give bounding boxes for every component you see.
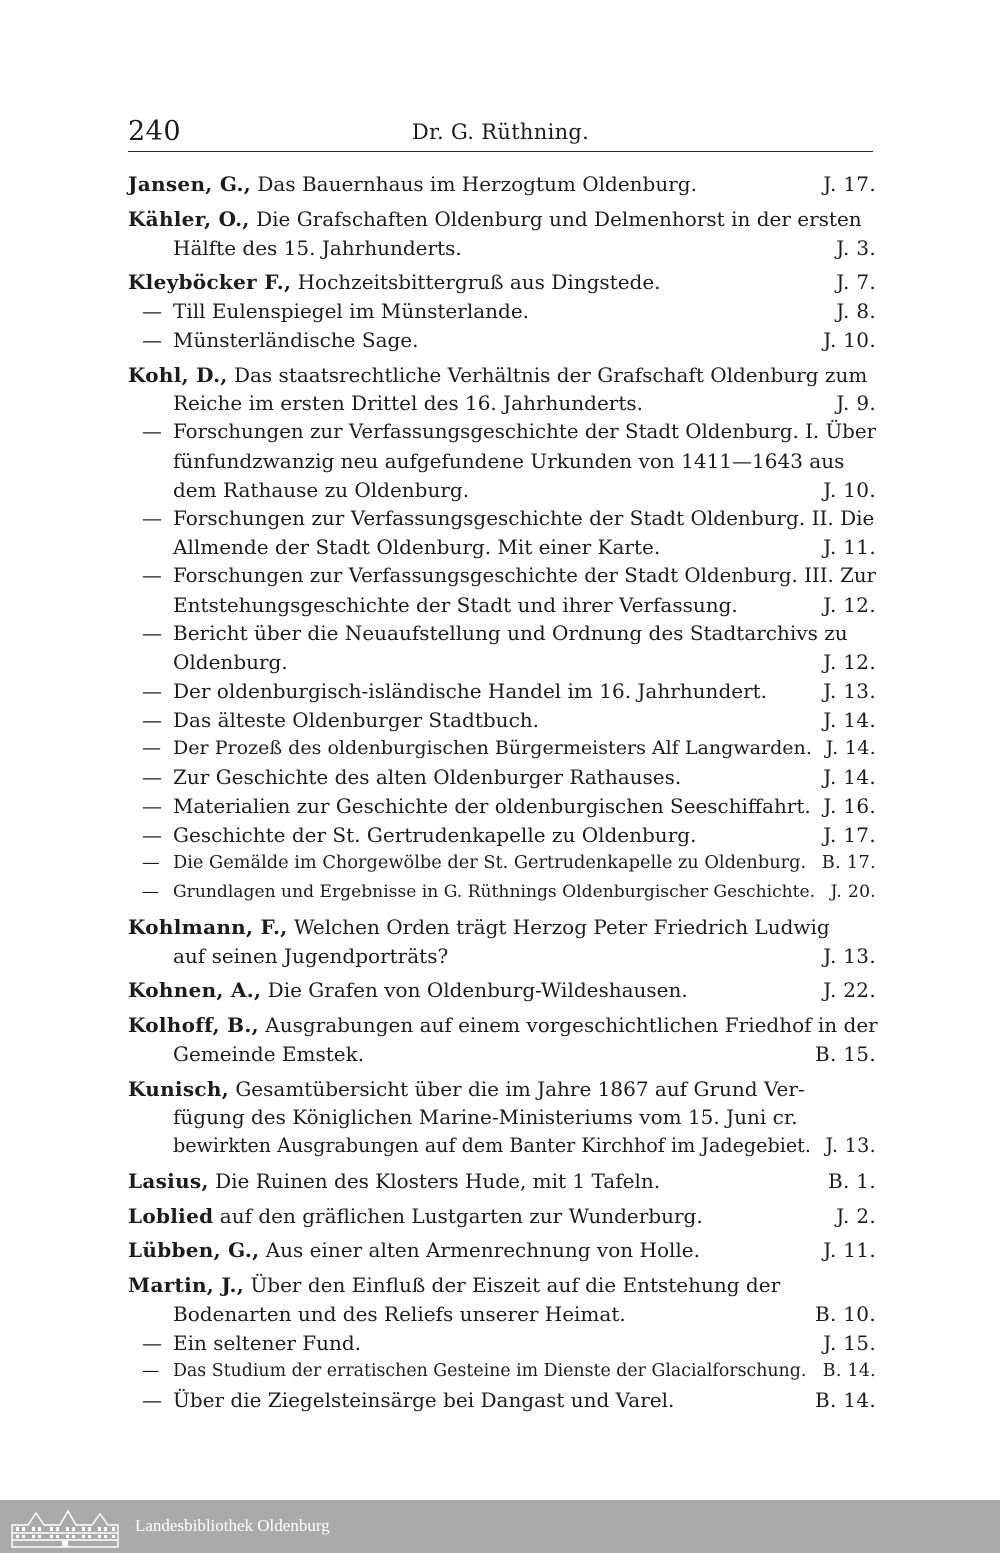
entry-title-text: Forschungen zur Verfassungsgeschichte der Stadt Oldenburg. I. Über xyxy=(173,420,877,443)
volume-reference: J. 13. xyxy=(825,1134,876,1157)
ditto-dash: — xyxy=(142,737,162,760)
entry-line xyxy=(128,913,876,942)
entry-title-text: Aus einer alten Armenrechnung von Holle. xyxy=(265,1238,700,1263)
entry-title-text: Über die Ziegelsteinsärge bei Dangast und Varel. xyxy=(173,1388,675,1412)
bibliography-entry xyxy=(128,1271,876,1329)
bibliography-entry xyxy=(128,361,876,419)
entry-title-text: Zur Geschichte des alten Oldenburger Rathauses. xyxy=(173,765,682,789)
volume-reference: J. 11. xyxy=(823,1238,876,1263)
entry-line xyxy=(128,1271,876,1300)
entry-line xyxy=(128,361,876,390)
entry-title-text: Das staatsrechtliche Verhältnis der Grafschaft Oldenburg zum xyxy=(233,362,868,387)
entry-title-text: Das älteste Oldenburger Stadtbuch. xyxy=(173,707,540,732)
volume-reference: J. 12. xyxy=(823,592,876,617)
entry-line xyxy=(128,1386,876,1415)
entry-line xyxy=(128,562,876,591)
volume-reference: J. 3. xyxy=(836,235,876,260)
entry-title-text: Die Gemälde im Chorgewölbe der St. Gertrudenkapelle zu Oldenburg. xyxy=(173,853,807,874)
entry-line xyxy=(128,447,876,476)
entry-line xyxy=(128,1236,876,1265)
entry-line xyxy=(128,792,876,821)
running-title: Dr. G. Rüthning. xyxy=(411,120,590,144)
entry-title-text: Till Eulenspiegel im Münsterlande. xyxy=(173,299,530,323)
volume-reference: J. 17. xyxy=(823,172,876,196)
entry-line xyxy=(128,591,876,620)
volume-reference: J. 9. xyxy=(836,391,876,416)
ditto-dash: — xyxy=(142,853,160,874)
bibliography-subentry xyxy=(128,677,876,706)
ditto-dash: — xyxy=(142,765,162,789)
entry-title-text: Die Grafen von Oldenburg-Wildeshausen. xyxy=(267,978,688,1003)
entry-title-text: bewirkten Ausgrabungen auf dem Banter Kirchhof im Jadegebiet. xyxy=(173,1134,811,1157)
volume-reference: J. 14. xyxy=(823,765,876,789)
ditto-dash: — xyxy=(142,420,162,443)
entry-line xyxy=(128,418,876,447)
author-name: Lübben, G., xyxy=(128,1238,260,1263)
entry-title-text: Bericht über die Neuaufstellung und Ordnung des Stadtarchivs zu xyxy=(173,621,848,646)
entry-line xyxy=(128,326,876,355)
author-name: Kolhoff, B., xyxy=(128,1013,259,1037)
entry-line xyxy=(128,1357,876,1386)
entry-title-text: Gesamtübersicht über die im Jahre 1867 auf Grund Ver- xyxy=(235,1076,805,1101)
volume-reference: J. 10. xyxy=(823,327,876,352)
bibliography-subentry xyxy=(128,1386,876,1415)
ditto-dash: — xyxy=(142,327,162,352)
bibliography-subentry xyxy=(128,849,876,878)
entry-title-text: Die Grafschaften Oldenburg und Delmenhorst in der ersten xyxy=(256,206,862,231)
entry-line xyxy=(128,533,876,562)
ditto-dash: — xyxy=(142,563,162,587)
entry-title-text: dem Rathause zu Oldenburg. xyxy=(173,477,470,502)
page-header xyxy=(128,114,873,150)
author-name: Jansen, G., xyxy=(128,172,252,196)
library-building-icon xyxy=(8,1505,122,1549)
entry-title-text: auf seinen Jugendporträts? xyxy=(173,943,449,968)
ditto-dash: — xyxy=(142,621,162,646)
entry-line xyxy=(128,389,876,418)
entry-line xyxy=(128,677,876,706)
bibliography-subentry xyxy=(128,297,876,326)
entry-title-text: Forschungen zur Verfassungsgeschichte der Stadt Oldenburg. II. Die xyxy=(173,506,875,531)
entry-title-text: Hälfte des 15. Jahrhunderts. xyxy=(173,235,462,260)
volume-reference: B. 1. xyxy=(828,1168,876,1193)
volume-reference: B. 14. xyxy=(822,1361,876,1382)
ditto-dash: — xyxy=(142,1361,160,1382)
volume-reference: J. 8. xyxy=(836,299,876,323)
entry-line xyxy=(128,1011,876,1040)
bibliography-subentry xyxy=(128,734,876,763)
volume-reference: J. 17. xyxy=(823,822,876,847)
entry-line xyxy=(128,648,876,677)
bibliography-entry xyxy=(128,1167,876,1196)
entry-title-text: Ein seltener Fund. xyxy=(173,1330,362,1355)
entry-line xyxy=(128,619,876,648)
entry-line xyxy=(128,504,876,533)
volume-reference: B. 14. xyxy=(814,1388,876,1412)
library-footer-bar xyxy=(0,1500,1000,1553)
entry-title-text: Grundlagen und Ergebnisse in G. Rüthnings Oldenburgischer Geschichte. xyxy=(173,882,816,902)
entry-line xyxy=(128,706,876,735)
bibliography-subentry xyxy=(128,1329,876,1358)
entry-title-text: Materialien zur Geschichte der oldenburgischen Seeschiffahrt. xyxy=(173,793,811,818)
author-name: Kohlmann, F., xyxy=(128,914,288,939)
bibliography-entry xyxy=(128,1202,876,1231)
ditto-dash: — xyxy=(142,1330,162,1355)
entry-line xyxy=(128,1329,876,1358)
author-name: Kleyböcker F., xyxy=(128,270,292,295)
entry-line xyxy=(128,821,876,850)
bibliography-subentry xyxy=(128,418,876,504)
page-number: 240 xyxy=(128,116,182,147)
volume-reference: J. 12. xyxy=(823,650,876,674)
bibliography-entry xyxy=(128,205,876,263)
entry-title-text: Das Studium der erratischen Gesteine im Dienste der Glacialforschung. xyxy=(173,1361,807,1382)
entry-title-text: Der Prozeß des oldenburgischen Bürgermeisters Alf Langwarden. xyxy=(173,737,812,760)
bibliography-subentry xyxy=(128,706,876,735)
volume-reference: B. 15. xyxy=(814,1041,876,1066)
entry-line xyxy=(128,976,876,1005)
ditto-dash: — xyxy=(142,1388,162,1412)
bibliography-entry xyxy=(128,913,876,971)
ditto-dash: — xyxy=(142,506,162,531)
entry-line xyxy=(128,1132,876,1161)
entry-title-text: Hochzeitsbittergruß aus Dingstede. xyxy=(297,270,661,295)
volume-reference: J. 13. xyxy=(823,678,876,703)
entry-line xyxy=(128,1300,876,1329)
entry-title-text: Der oldenburgisch-isländische Handel im 16. Jahrhundert. xyxy=(173,678,768,703)
volume-reference: J. 10. xyxy=(823,477,876,502)
ditto-dash: — xyxy=(142,882,160,902)
author-name: Loblied xyxy=(128,1203,214,1228)
entry-title-text: Geschichte der St. Gertrudenkapelle zu Oldenburg. xyxy=(173,822,697,847)
bibliography-subentry xyxy=(128,763,876,792)
entry-line xyxy=(128,170,876,199)
entry-title-text: Oldenburg. xyxy=(173,650,288,674)
entry-line xyxy=(128,734,876,763)
bibliography-list xyxy=(128,170,876,1415)
bibliography-entry xyxy=(128,1011,876,1069)
bibliography-subentry xyxy=(128,878,876,907)
author-name: Kunisch, xyxy=(128,1076,229,1101)
volume-reference: B. 17. xyxy=(821,853,876,874)
bibliography-subentry xyxy=(128,504,876,562)
author-name: Lasius, xyxy=(128,1168,209,1193)
bibliography-entry xyxy=(128,1075,876,1161)
entry-line xyxy=(128,268,876,297)
entry-title-text: fünfundzwanzig neu aufgefundene Urkunden von 1411—1643 aus xyxy=(173,448,845,473)
volume-reference: J. 2. xyxy=(836,1203,876,1228)
entry-line xyxy=(128,878,876,907)
entry-line xyxy=(128,763,876,792)
ditto-dash: — xyxy=(142,707,162,732)
entry-title-text: Reiche im ersten Drittel des 16. Jahrhunderts. xyxy=(173,391,644,416)
entry-title-text: Über den Einfluß der Eiszeit auf die Entstehung der xyxy=(250,1273,781,1297)
entry-title-text: Die Ruinen des Klosters Hude, mit 1 Tafeln. xyxy=(215,1168,661,1193)
author-name: Kohnen, A., xyxy=(128,978,262,1003)
entry-title-text: Münsterländische Sage. xyxy=(173,327,419,352)
volume-reference: B. 10. xyxy=(814,1301,876,1326)
author-name: Kohl, D., xyxy=(128,362,228,387)
entry-title-text: Entstehungsgeschichte der Stadt und ihrer Verfassung. xyxy=(173,592,738,617)
entry-line xyxy=(128,234,876,263)
entry-title-text: Bodenarten und des Reliefs unserer Heimat. xyxy=(173,1301,626,1326)
entry-line xyxy=(128,205,876,234)
volume-reference: J. 11. xyxy=(823,535,876,559)
entry-title-text: Ausgrabungen auf einem vorgeschichtlichen Friedhof in der xyxy=(265,1013,878,1037)
entry-title-text: Allmende der Stadt Oldenburg. Mit einer Karte. xyxy=(173,535,661,559)
entry-line xyxy=(128,476,876,505)
volume-reference: J. 16. xyxy=(823,793,876,818)
volume-reference: J. 14. xyxy=(823,707,876,732)
bibliography-entry xyxy=(128,268,876,297)
bibliography-subentry xyxy=(128,619,876,677)
bibliography-entry xyxy=(128,1236,876,1265)
entry-line xyxy=(128,297,876,326)
entry-title-text: Das Bauernhaus im Herzogtum Oldenburg. xyxy=(257,172,697,196)
entry-line xyxy=(128,1202,876,1231)
ditto-dash: — xyxy=(142,678,162,703)
header-rule xyxy=(128,151,873,152)
author-name: Kähler, O., xyxy=(128,206,250,231)
ditto-dash: — xyxy=(142,822,162,847)
entry-line xyxy=(128,1103,876,1132)
entry-title-text: Gemeinde Emstek. xyxy=(173,1041,365,1066)
bibliography-entry xyxy=(128,976,876,1005)
entry-title-text: fügung des Königlichen Marine-Ministeriums vom 15. Juni cr. xyxy=(173,1105,798,1130)
entry-line xyxy=(128,849,876,878)
entry-title-text: auf den gräflichen Lustgarten zur Wunderburg. xyxy=(219,1203,703,1228)
entry-line xyxy=(128,1075,876,1104)
bibliography-subentry xyxy=(128,792,876,821)
volume-reference: J. 7. xyxy=(836,270,876,295)
bibliography-subentry xyxy=(128,1357,876,1386)
entry-line xyxy=(128,1040,876,1069)
bibliography-subentry xyxy=(128,821,876,850)
entry-title-text: Welchen Orden trägt Herzog Peter Friedrich Ludwig xyxy=(293,914,830,939)
volume-reference: J. 14. xyxy=(825,737,876,760)
bibliography-subentry xyxy=(128,326,876,355)
bibliography-subentry xyxy=(128,562,876,620)
entry-title-text: Forschungen zur Verfassungsgeschichte der Stadt Oldenburg. III. Zur xyxy=(173,563,876,587)
entry-line xyxy=(128,942,876,971)
ditto-dash: — xyxy=(142,299,162,323)
ditto-dash: — xyxy=(142,793,162,818)
entry-line xyxy=(128,1167,876,1196)
bibliography-entry xyxy=(128,170,876,199)
volume-reference: J. 22. xyxy=(823,978,876,1003)
volume-reference: J. 15. xyxy=(823,1330,876,1355)
author-name: Martin, J., xyxy=(128,1273,245,1297)
volume-reference: J. 13. xyxy=(823,943,876,968)
library-name: Landesbibliothek Oldenburg xyxy=(135,1516,330,1535)
volume-reference: J. 20. xyxy=(830,882,876,902)
